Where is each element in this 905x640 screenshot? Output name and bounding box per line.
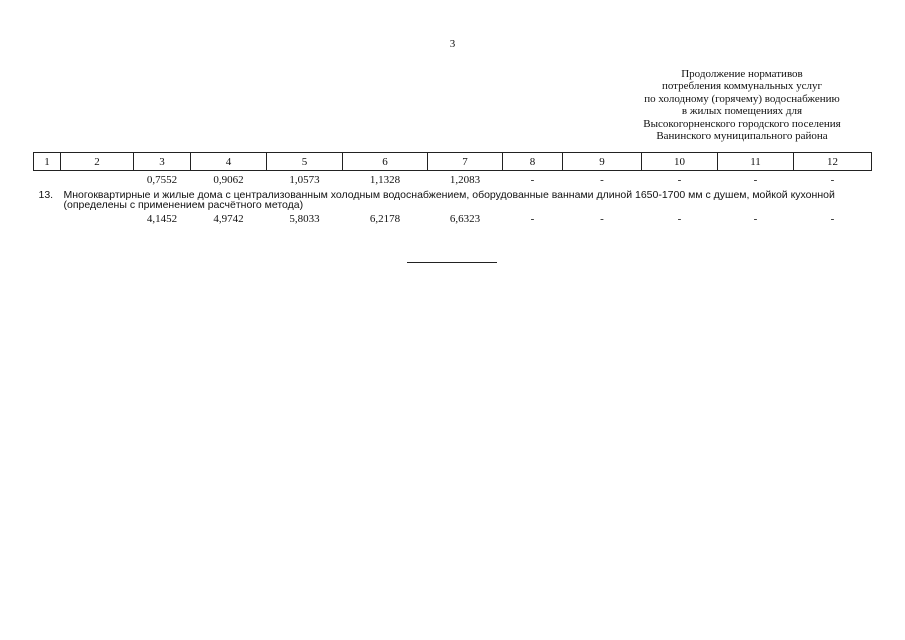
column-header: 6 [343,153,428,171]
table-cell: 1,1328 [369,174,401,186]
column-header: 12 [794,153,872,171]
section-title: Многоквартирные и жилые дома с централизованным холодным водоснабжением, оборудованные ваннами длиной 1650-1700 мм с душем, мойкой кухонной (определены с применением расчётного метода) [63,189,835,211]
table-cell: - [753,174,758,186]
page-number: 3 [449,38,456,50]
table-cell: 4,9742 [213,213,244,225]
heading-line: по холодному (горячему) водоснабжению [644,92,840,105]
table-cell: - [600,213,604,225]
column-header: 8 [503,153,563,171]
table-cell: - [830,213,835,225]
column-number-row [34,153,872,171]
table-cell [61,171,134,188]
column-header: 7 [428,153,503,171]
table-cell: - [530,213,535,225]
column-header: 1 [34,153,61,171]
norms-table [33,152,872,226]
table-cell [34,210,61,226]
heading-line: Продолжение нормативов [681,68,803,80]
column-header: 2 [61,153,134,171]
heading-line: Высокогорненского городского поселения [643,117,841,130]
section-cell [34,187,872,210]
column-header: 3 [134,153,191,171]
table-cell: 1,0573 [289,174,320,186]
column-header: 10 [642,153,718,171]
document-heading [573,68,873,142]
table-cell: 5,8033 [289,213,320,225]
table-row [34,210,872,226]
table-cell: - [600,174,604,186]
column-header: 4 [191,153,267,171]
table-cell: 6,6323 [449,213,481,225]
section-heading [34,190,872,210]
closing-divider [407,262,497,263]
table-cell: 0,9062 [213,174,244,186]
column-header: 5 [267,153,343,171]
heading-line: в жилых помещениях для [681,105,803,118]
table-cell: - [753,213,758,225]
table-cell: - [677,213,682,225]
table-row [34,171,872,188]
table-cell: 4,1452 [146,213,178,225]
table-cell: - [677,174,682,186]
column-header: 11 [718,153,794,171]
table-cell: 0,7552 [146,174,178,186]
table-cell [61,210,134,226]
table-cell: 6,2178 [369,213,401,225]
table-cell: - [830,174,835,186]
section-row [34,187,872,210]
heading-line: потребления коммунальных услуг [661,80,823,93]
table-cell [34,171,61,188]
table-cell: 1,2083 [449,174,481,186]
section-number: 13. [38,189,54,201]
heading-line: Ванинского муниципального района [656,130,828,143]
table-cell: - [530,174,535,186]
column-header: 9 [563,153,642,171]
